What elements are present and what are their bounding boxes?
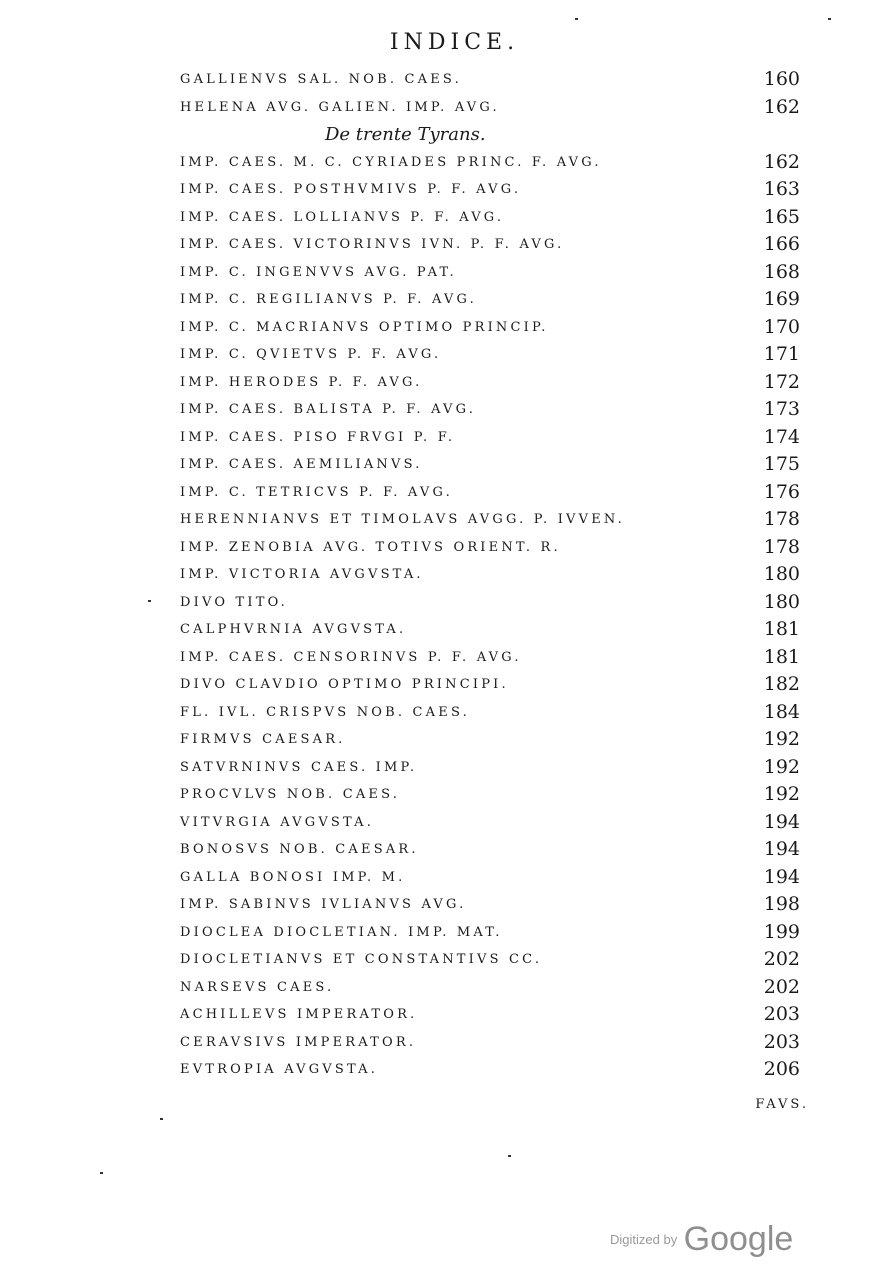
- entry-page: 192: [763, 755, 800, 778]
- entry-name: IMP. HERODES P. F. AVG.: [180, 374, 423, 390]
- entry-page: 160: [763, 68, 800, 90]
- index-entry: [180, 1056, 810, 1084]
- index-entry: [180, 396, 810, 424]
- entry-page: 166: [763, 233, 800, 255]
- index-entry: [180, 589, 810, 617]
- index-entry: [180, 644, 810, 672]
- ink-speck: [160, 1118, 163, 1120]
- section-title: De trente Tyrans.: [325, 124, 486, 145]
- index-entry: [180, 286, 810, 314]
- page-title: INDICE.: [389, 30, 520, 55]
- entry-page: 174: [763, 425, 800, 448]
- entry-name: IMP. CAES. CENSORINVS P. F. AVG.: [180, 649, 522, 665]
- entry-page: 168: [763, 260, 800, 283]
- entry-name: IMP. SABINVS IVLIANVS AVG.: [180, 897, 467, 912]
- digitization-watermark: [610, 1220, 793, 1259]
- ink-speck: [508, 1155, 511, 1157]
- entry-page: 176: [763, 480, 800, 503]
- google-logo: Google: [683, 1220, 794, 1258]
- index-entry: [180, 479, 810, 507]
- entry-page: 171: [763, 343, 800, 365]
- index-entry: [180, 231, 810, 259]
- entry-name: IMP. CAES. VICTORINVS IVN. P. F. AVG.: [180, 237, 565, 252]
- index-entry: [180, 534, 810, 562]
- index-entry: [180, 836, 810, 864]
- index-entry: [180, 919, 810, 947]
- entry-name: IMP. CAES. AEMILIANVS.: [180, 457, 423, 472]
- entry-name: IMP. CAES. POSTHVMIVS P. F. AVG.: [180, 182, 522, 197]
- entry-page: 169: [763, 288, 800, 310]
- entry-name: IMP. C. REGILIANVS P. F. AVG.: [180, 292, 477, 307]
- entry-page: 194: [763, 838, 800, 860]
- index-entry: [180, 754, 810, 782]
- entry-name: IMP. CAES. BALISTA P. F. AVG.: [180, 402, 477, 417]
- entry-name: IMP. C. INGENVVS AVG. PAT.: [180, 264, 457, 280]
- entry-name: EVTROPIA AVGVSTA.: [180, 1062, 379, 1077]
- entry-name: DIVO TITO.: [180, 594, 289, 610]
- entry-name: SATVRNINVS CAES. IMP.: [180, 759, 418, 775]
- index-entry: [180, 891, 810, 919]
- entry-name: ACHILLEVS IMPERATOR.: [180, 1007, 418, 1022]
- entry-page: 165: [763, 205, 800, 228]
- entry-page: 162: [763, 150, 800, 173]
- ink-speck: [575, 18, 578, 20]
- index-list: [180, 66, 810, 1084]
- index-entry: [180, 1001, 810, 1029]
- entry-page: 173: [763, 398, 800, 420]
- ink-speck: [828, 18, 831, 20]
- entry-name: IMP. C. MACRIANVS OPTIMO PRINCIP.: [180, 319, 549, 335]
- entry-page: 178: [763, 508, 800, 530]
- index-entry: [180, 204, 810, 232]
- index-entry: [180, 94, 810, 122]
- entry-name: GALLIENVS SAL. NOB. CAES.: [180, 72, 462, 87]
- entry-name: DIOCLETIANVS ET CONSTANTIVS CC.: [180, 952, 543, 967]
- entry-name: IMP. CAES. M. C. CYRIADES PRINC. F. AVG.: [180, 154, 602, 170]
- entry-page: 170: [763, 315, 800, 338]
- index-entry: [180, 424, 810, 452]
- entry-name: IMP. CAES. PISO FRVGI P. F.: [180, 429, 456, 445]
- entry-page: 181: [763, 645, 800, 668]
- entry-page: 180: [763, 563, 800, 585]
- index-entry: [180, 699, 810, 727]
- index-entry: [180, 561, 810, 589]
- entry-page: 181: [763, 618, 800, 640]
- entry-page: 163: [763, 178, 800, 200]
- entry-name: DIVO CLAVDIO OPTIMO PRINCIPI.: [180, 677, 509, 692]
- entry-name: IMP. ZENOBIA AVG. TOTIVS ORIENT. R.: [180, 539, 561, 555]
- entry-page: 203: [763, 1030, 800, 1053]
- entry-name: FIRMVS CAESAR.: [180, 732, 346, 747]
- section-heading: [180, 121, 810, 149]
- entry-page: 198: [763, 893, 800, 915]
- catchword: FAVS.: [755, 1097, 809, 1112]
- index-entry: [180, 671, 810, 699]
- entry-name: IMP. C. TETRICVS P. F. AVG.: [180, 484, 453, 500]
- entry-page: 175: [763, 453, 800, 475]
- entry-page: 194: [763, 865, 800, 888]
- entry-name: IMP. VICTORIA AVGVSTA.: [180, 567, 424, 582]
- entry-name: DIOCLEA DIOCLETIAN. IMP. MAT.: [180, 924, 503, 940]
- entry-page: 199: [763, 920, 800, 943]
- entry-name: CERAVSIVS IMPERATOR.: [180, 1034, 417, 1050]
- entry-page: 192: [763, 728, 800, 750]
- entry-name: FL. IVL. CRISPVS NOB. CAES.: [180, 704, 470, 720]
- ink-speck: [148, 600, 151, 602]
- index-entry: [180, 259, 810, 287]
- index-entry: [180, 66, 810, 94]
- index-entry: [180, 369, 810, 397]
- index-entry: [180, 946, 810, 974]
- entry-name: PROCVLVS NOB. CAES.: [180, 787, 401, 802]
- entry-name: VITVRGIA AVGVSTA.: [180, 814, 375, 830]
- entry-name: HERENNIANVS ET TIMOLAVS AVGG. P. IVVEN.: [180, 512, 626, 527]
- entry-page: 172: [763, 370, 800, 393]
- entry-name: GALLA BONOSI IMP. M.: [180, 869, 406, 885]
- index-entry: [180, 314, 810, 342]
- ink-speck: [100, 1172, 103, 1174]
- index-entry: [180, 974, 810, 1002]
- index-entry: [180, 616, 810, 644]
- index-entry: [180, 149, 810, 177]
- entry-name: IMP. C. QVIETVS P. F. AVG.: [180, 347, 442, 362]
- entry-page: 180: [763, 590, 800, 613]
- entry-name: IMP. CAES. LOLLIANVS P. F. AVG.: [180, 209, 505, 225]
- entry-page: 178: [763, 535, 800, 558]
- entry-page: 162: [763, 95, 800, 118]
- index-entry: [180, 726, 810, 754]
- entry-page: 202: [763, 975, 800, 998]
- index-entry: [180, 1029, 810, 1057]
- entry-name: CALPHVRNIA AVGVSTA.: [180, 622, 407, 637]
- entry-page: 206: [763, 1058, 800, 1080]
- entry-name: HELENA AVG. GALIEN. IMP. AVG.: [180, 99, 500, 115]
- index-entry: [180, 506, 810, 534]
- index-entry: [180, 176, 810, 204]
- index-entry: [180, 341, 810, 369]
- index-entry: [180, 781, 810, 809]
- index-entry: [180, 809, 810, 837]
- entry-page: 184: [763, 700, 800, 723]
- entry-page: 202: [763, 948, 800, 970]
- entry-page: 192: [763, 783, 800, 805]
- entry-name: NARSEVS CAES.: [180, 979, 335, 995]
- entry-page: 194: [763, 810, 800, 833]
- entry-page: 203: [763, 1003, 800, 1025]
- index-entry: [180, 864, 810, 892]
- watermark-prefix: Digitized by: [610, 1232, 678, 1247]
- entry-page: 182: [763, 673, 800, 695]
- index-entry: [180, 451, 810, 479]
- entry-name: BONOSVS NOB. CAESAR.: [180, 842, 419, 857]
